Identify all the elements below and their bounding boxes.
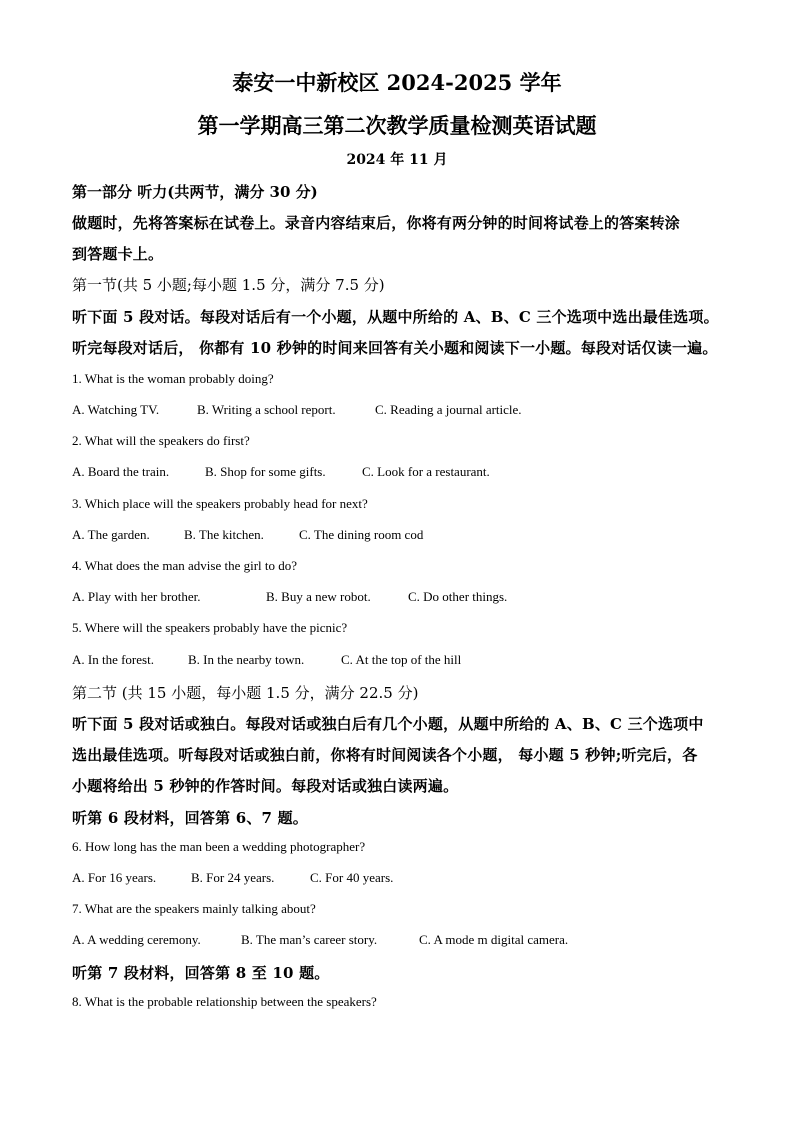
group-6-heading: 听第 6 段材料，回答第 6、7 题。	[72, 809, 309, 827]
question-5-option-b: B. In the nearby town.	[188, 652, 305, 667]
question-8-stem: 8. What is the probable relationship between the speakers?	[72, 994, 377, 1009]
question-4-option-b: B. Buy a new robot.	[266, 589, 371, 604]
question-2-option-a: A. Board the train.	[72, 464, 170, 479]
question-2-option-c: C. Look for a restaurant.	[362, 464, 490, 479]
question-1-option-b: B. Writing a school report.	[197, 402, 336, 417]
question-6-stem: 6. How long has the man been a wedding photographer?	[72, 839, 366, 854]
section1-instruction-line2: 听完每段对话后， 你都有 10 秒钟的时间来回答有关小题和阅读下一小题。每段对话仅读一遍。	[72, 339, 718, 357]
question-4-stem: 4. What does the man advise the girl to do?	[72, 558, 298, 573]
question-6-option-a: A. For 16 years.	[72, 870, 157, 885]
section1-instruction-line1: 听下面 5 段对话。每段对话后有一个小题，从题中所给的 A、B、C 三个选项中选出最佳选项。	[72, 308, 719, 326]
question-7-option-c: C. A mode m digital camera.	[419, 932, 569, 947]
question-4-option-a: A. Play with her brother.	[72, 589, 201, 604]
question-7-stem: 7. What are the speakers mainly talking about?	[72, 901, 316, 916]
question-3-option-b: B. The kitchen.	[184, 527, 264, 542]
question-5-option-c: C. At the top of the hill	[341, 652, 462, 667]
question-1-stem: 1. What is the woman probably doing?	[72, 371, 274, 386]
part1-heading: 第一部分 听力(共两节，满分 30 分)	[72, 183, 318, 201]
group-7-heading: 听第 7 段材料，回答第 8 至 10 题。	[72, 964, 330, 982]
question-6-option-c: C. For 40 years.	[310, 870, 394, 885]
question-3-stem: 3. Which place will the speakers probably head for next?	[72, 496, 368, 511]
question-6-option-b: B. For 24 years.	[191, 870, 275, 885]
exam-title-line1: 泰安一中新校区 2024-2025 学年	[232, 70, 562, 95]
section2-instruction-line2: 选出最佳选项。听每段对话或独白前，你将有时间阅读各个小题， 每小题 5 秒钟;听完后，各	[72, 746, 698, 764]
part1-instruction-line1: 做题时，先将答案标在试卷上。录音内容结束后，你将有两分钟的时间将试卷上的答案转涂	[72, 214, 681, 232]
question-5-stem: 5. Where will the speakers probably have the picnic?	[72, 620, 348, 635]
question-3-option-a: A. The garden.	[72, 527, 150, 542]
question-5-option-a: A. In the forest.	[72, 652, 154, 667]
section1-heading: 第一节(共 5 小题;每小题 1.5 分，满分 7.5 分)	[72, 276, 385, 294]
section2-heading: 第二节 (共 15 小题，每小题 1.5 分，满分 22.5 分)	[72, 684, 419, 702]
section2-instruction-line3: 小题将给出 5 秒钟的作答时间。每段对话或独白读两遍。	[72, 777, 459, 795]
exam-title-line2: 第一学期高三第二次教学质量检测英语试题	[197, 113, 597, 138]
question-2-stem: 2. What will the speakers do first?	[72, 433, 250, 448]
question-4-option-c: C. Do other things.	[408, 589, 508, 604]
question-3-option-c: C. The dining room cod	[299, 527, 424, 542]
section2-instruction-line1: 听下面 5 段对话或独白。每段对话或独白后有几个小题，从题中所给的 A、B、C 三个选项中	[72, 715, 704, 733]
question-7-option-b: B. The man’s career story.	[241, 932, 378, 947]
exam-date: 2024 年 11 月	[346, 152, 448, 168]
question-2-option-b: B. Shop for some gifts.	[205, 464, 326, 479]
question-1-option-a: A. Watching TV.	[72, 402, 160, 417]
question-7-option-a: A. A wedding ceremony.	[72, 932, 201, 947]
question-1-option-c: C. Reading a journal article.	[375, 402, 522, 417]
part1-instruction-line2: 到答题卡上。	[72, 245, 164, 263]
